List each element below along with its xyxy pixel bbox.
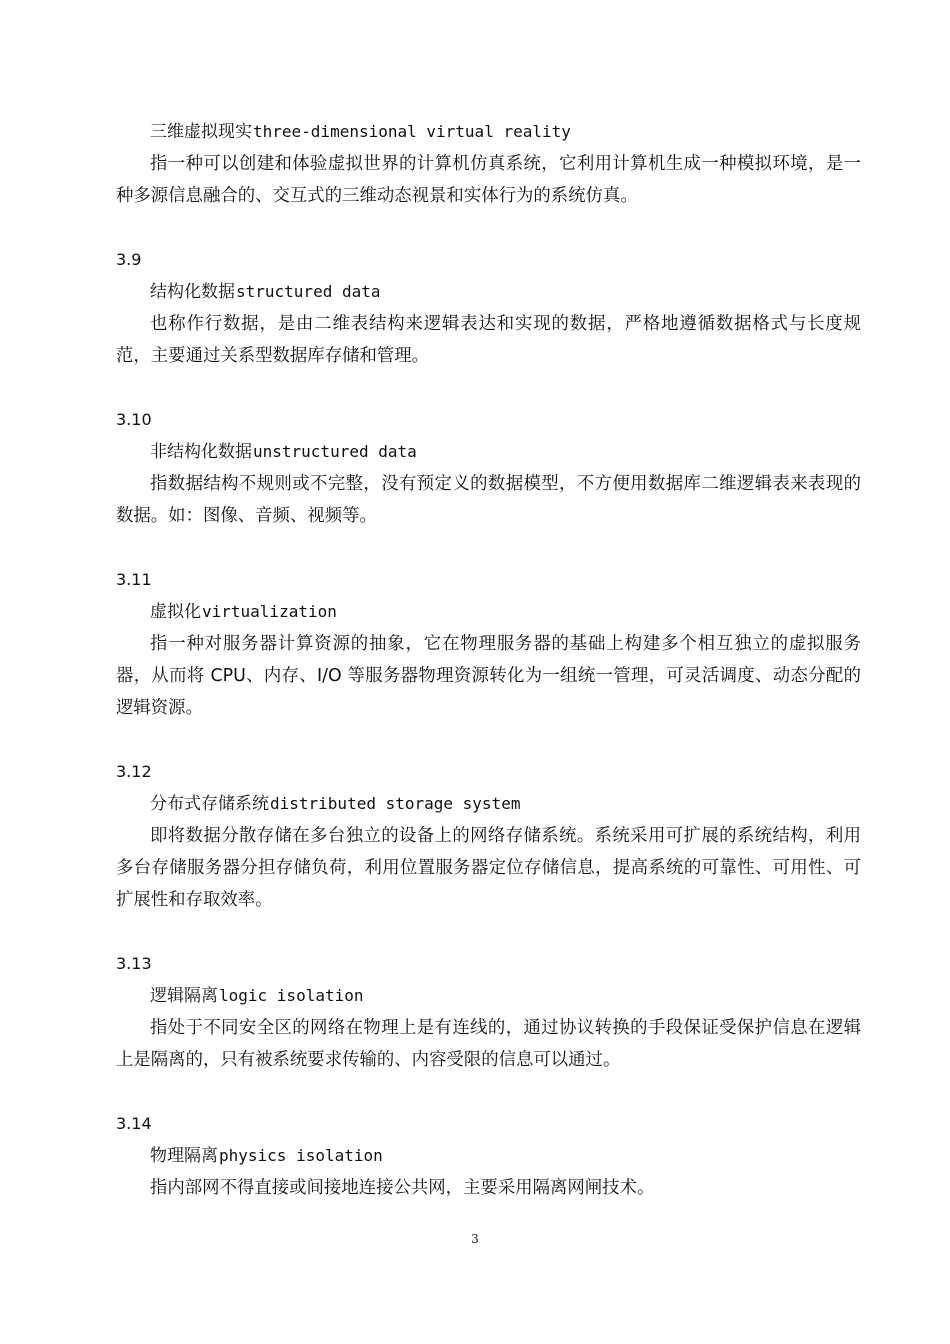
- term-entry: [116, 1108, 861, 1204]
- term-entry: [116, 116, 861, 212]
- term-title-zh: 物理隔离: [150, 1146, 218, 1166]
- term-title-en: physics isolation: [219, 1146, 383, 1165]
- term-title-zh: 虚拟化: [150, 602, 201, 622]
- term-entry: [116, 756, 861, 916]
- term-title-en: distributed storage system: [270, 794, 521, 813]
- term-title-zh: 非结构化数据: [150, 442, 252, 462]
- term-title: [116, 1140, 861, 1172]
- term-title-en: structured data: [236, 282, 381, 301]
- term-number: 3.11: [116, 570, 152, 589]
- term-definition: 指数据结构不规则或不完整，没有预定义的数据模型，不方便用数据库二维逻辑表来表现的数据。如：图像、音频、视频等。: [116, 474, 861, 526]
- term-number: 3.12: [116, 762, 152, 781]
- page-number: 3: [471, 1232, 479, 1246]
- term-title-zh: 三维虚拟现实: [150, 122, 252, 142]
- term-definition: 也称作行数据，是由二维表结构来逻辑表达和实现的数据，严格地遵循数据格式与长度规范，主要通过关系型数据库存储和管理。: [116, 314, 861, 366]
- term-definition: 指一种对服务器计算资源的抽象，它在物理服务器的基础上构建多个相互独立的虚拟服务器，从而将 CPU、内存、I/O 等服务器物理资源转化为一组统一管理，可灵活调度、动态分配的逻辑资源。: [116, 634, 861, 718]
- term-number: 3.14: [116, 1114, 152, 1133]
- term-title-en: three-dimensional virtual reality: [253, 122, 571, 141]
- term-title-zh: 逻辑隔离: [150, 986, 218, 1006]
- term-definition: 即将数据分散存储在多台独立的设备上的网络存储系统。系统采用可扩展的系统结构，利用多台存储服务器分担存储负荷，利用位置服务器定位存储信息，提高系统的可靠性、可用性、可扩展性和存取效率。: [116, 826, 861, 910]
- term-title: [116, 980, 861, 1012]
- term-title: [116, 436, 861, 468]
- term-entry: [116, 564, 861, 724]
- term-entry: [116, 404, 861, 532]
- term-title-en: unstructured data: [253, 442, 417, 461]
- term-title-zh: 结构化数据: [150, 282, 235, 302]
- term-entry: [116, 948, 861, 1076]
- term-title-en: virtualization: [202, 602, 337, 621]
- term-definition: 指处于不同安全区的网络在物理上是有连线的，通过协议转换的手段保证受保护信息在逻辑上是隔离的，只有被系统要求传输的、内容受限的信息可以通过。: [116, 1018, 861, 1070]
- term-title: [116, 596, 861, 628]
- term-entry: [116, 244, 861, 372]
- term-title: [116, 276, 861, 308]
- term-number: 3.10: [116, 410, 152, 429]
- term-title: [116, 116, 861, 148]
- term-definition: 指一种可以创建和体验虚拟世界的计算机仿真系统，它利用计算机生成一种模拟环境，是一种多源信息融合的、交互式的三维动态视景和实体行为的系统仿真。: [116, 154, 861, 206]
- term-number: 3.9: [116, 250, 142, 269]
- term-title: [116, 788, 861, 820]
- term-title-zh: 分布式存储系统: [150, 794, 269, 814]
- term-definition: 指内部网不得直接或间接地连接公共网，主要采用隔离网闸技术。: [150, 1178, 655, 1198]
- term-title-en: logic isolation: [219, 986, 364, 1005]
- term-number: 3.13: [116, 954, 152, 973]
- terms-section: [116, 116, 861, 1204]
